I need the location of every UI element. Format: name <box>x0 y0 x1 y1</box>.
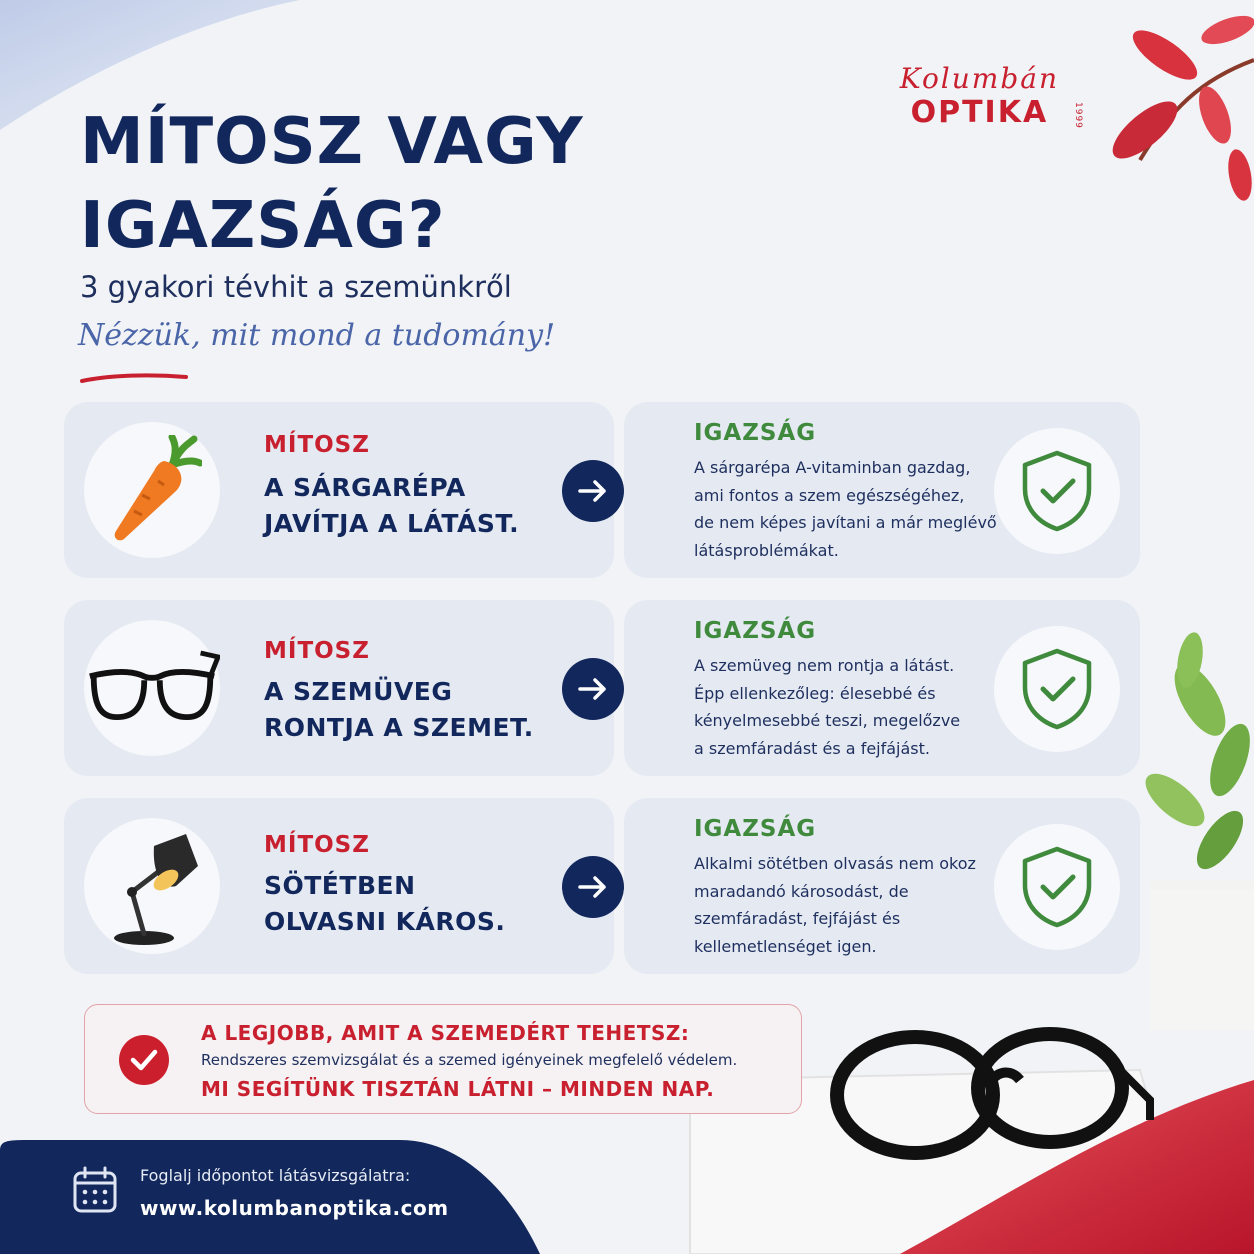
plant-decoration <box>1137 630 1254 1030</box>
title-line-2: IGAZSÁG? <box>80 189 446 263</box>
tagline-underline <box>80 372 190 384</box>
myth-line-1: A SZEMÜVEG <box>264 677 453 706</box>
page-subtitle: 3 gyakori tévhit a szemünkről <box>80 270 512 304</box>
truth-line-4: kellemetlenséget igen. <box>694 936 877 956</box>
footer-label: Foglalj időpontot látásvizsgálatra: <box>140 1166 411 1185</box>
arrow-right-icon <box>562 856 624 918</box>
brand-logo <box>899 62 1083 130</box>
myth-card <box>64 798 614 974</box>
truth-line-2: ami fontos a szem egészségéhez, <box>694 485 965 505</box>
desk-lamp-icon <box>102 826 202 946</box>
carrot-icon <box>102 435 202 545</box>
truth-line-1: A szemüveg nem rontja a látást. <box>694 656 955 675</box>
truth-line-4: a szemfáradást és a fejfájást. <box>694 738 930 758</box>
truth-text <box>694 454 1014 564</box>
best-advice-cta: MI SEGÍTÜNK TISZTÁN LÁTNI – MINDEN NAP. <box>201 1077 715 1101</box>
truth-line-3: de nem képes javítani a már meglévő <box>694 513 997 532</box>
red-leaves-decoration <box>1104 10 1254 202</box>
shield-check-icon <box>1019 449 1095 533</box>
website-link[interactable]: www.kolumbanoptika.com <box>140 1196 449 1220</box>
myth-statement <box>264 470 584 542</box>
myth-card <box>64 402 614 578</box>
truth-line-4: látásproblémákat. <box>694 540 839 560</box>
myth-statement <box>264 674 584 746</box>
truth-card <box>624 798 1140 974</box>
myth-label: MÍTOSZ <box>264 638 370 664</box>
myth-line-2: RONTJA A SZEMET. <box>264 713 534 742</box>
truth-label: IGAZSÁG <box>694 618 817 644</box>
icon-circle <box>84 422 220 558</box>
icon-circle <box>84 818 220 954</box>
check-circle-icon <box>119 1035 169 1085</box>
truth-line-2: maradandó károsodást, de <box>694 881 909 901</box>
myth-label: MÍTOSZ <box>264 832 370 858</box>
truth-line-2: Épp ellenkezőleg: élesebbé és <box>694 683 936 703</box>
truth-line-1: A sárgarépa A-vitaminban gazdag, <box>694 458 971 477</box>
best-advice-text: Rendszeres szemvizsgálat és a szemed igényeinek megfelelő védelem. <box>201 1051 738 1069</box>
tagline: Nézzük, mit mond a tudomány! <box>78 318 556 353</box>
myth-line-1: SÖTÉTBEN <box>264 871 416 900</box>
icon-circle <box>84 620 220 756</box>
myth-line-1: A SÁRGARÉPA <box>264 473 466 502</box>
shield-check-icon <box>1019 845 1095 929</box>
shield-circle <box>994 428 1120 554</box>
best-advice-box <box>84 1004 802 1114</box>
myth-line-2: OLVASNI KÁROS. <box>264 907 506 936</box>
truth-card <box>624 402 1140 578</box>
brand-name: OPTIKA <box>910 95 1049 130</box>
truth-text <box>694 850 1014 960</box>
truth-card <box>624 600 1140 776</box>
shield-circle <box>994 824 1120 950</box>
brand-script: Kolumbán <box>899 62 1059 95</box>
arrow-right-icon <box>562 460 624 522</box>
truth-text <box>694 652 1014 762</box>
best-advice-title: A LEGJOBB, AMIT A SZEMEDÉRT TEHETSZ: <box>201 1021 690 1045</box>
myth-statement <box>264 868 584 940</box>
truth-line-3: kényelmesebbé teszi, megelőzve <box>694 711 961 730</box>
shield-check-icon <box>1019 647 1095 731</box>
truth-line-1: Alkalmi sötétben olvasás nem okoz <box>694 854 976 873</box>
title-line-1: MÍTOSZ VAGY <box>80 105 584 179</box>
myth-label: MÍTOSZ <box>264 432 370 458</box>
calendar-icon <box>72 1166 118 1214</box>
shield-circle <box>994 626 1120 752</box>
truth-label: IGAZSÁG <box>694 420 817 446</box>
truth-label: IGAZSÁG <box>694 816 817 842</box>
myth-line-2: JAVÍTJA A LÁTÁST. <box>264 509 520 538</box>
page-title <box>80 100 700 268</box>
myth-card <box>64 600 614 776</box>
brand-year: 1999 <box>1073 102 1083 129</box>
truth-line-3: szemfáradást, fejfájást és <box>694 909 901 928</box>
arrow-right-icon <box>562 658 624 720</box>
glasses-icon <box>84 648 220 728</box>
